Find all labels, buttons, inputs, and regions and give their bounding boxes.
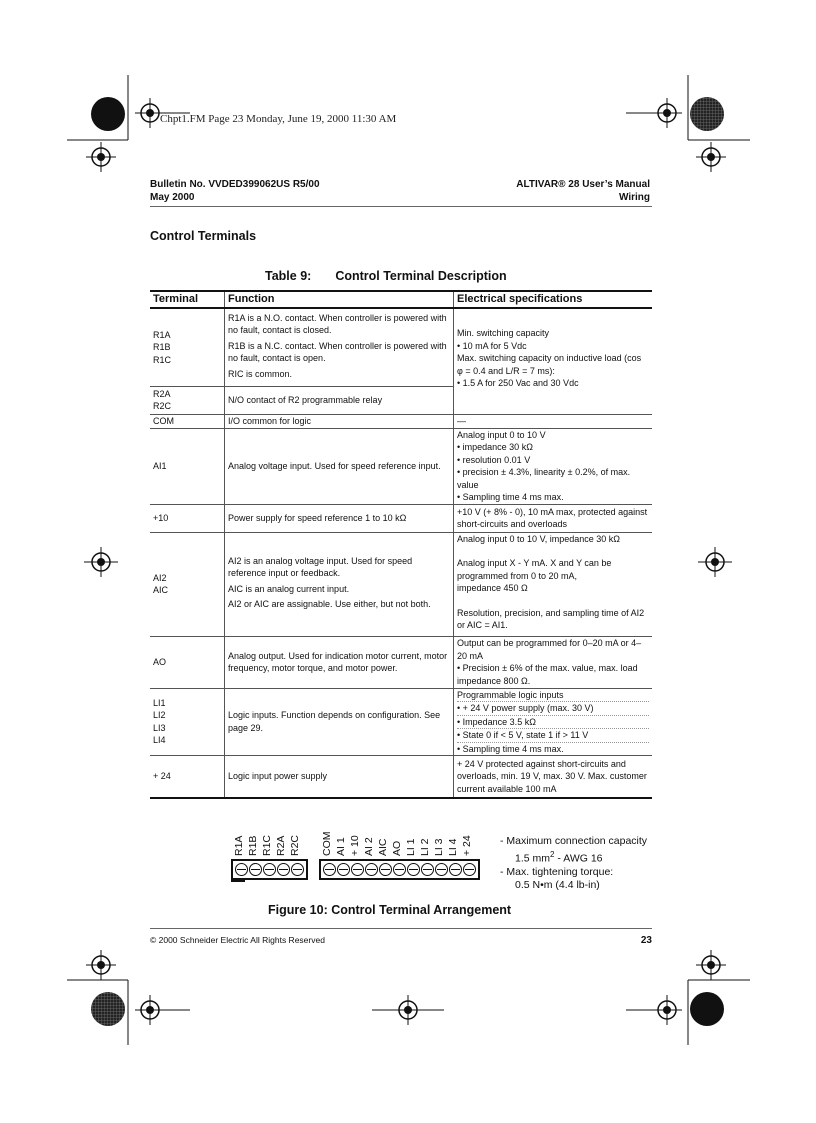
registration-target-icon (650, 993, 684, 1027)
spec-text: • 10 mA for 5 Vdc (457, 340, 527, 351)
spec-cell: +10 V (+ 8% - 0), 10 mA max, protected against short-circuits and overloads (454, 504, 653, 532)
relay-terminal-block (231, 859, 308, 880)
terminal-cell (150, 532, 225, 636)
spec-text: Output can be programmed for 0–20 mA or 4–20 mA (457, 638, 642, 661)
function-cell: Analog output. Used for indication motor current, motor frequency, motor torque, and motor power. (225, 636, 454, 688)
spec-text: • resolution 0.01 V (457, 454, 531, 465)
terminal-label: AIC (153, 585, 169, 595)
terminal-label: + 10 (349, 835, 361, 856)
spec-text: • State 0 if < 5 V, state 1 if > 11 V (457, 729, 649, 743)
spec-cell (454, 308, 653, 414)
figure-caption: Figure 10: Control Terminal Arrangement (268, 903, 512, 917)
spec-cell (454, 428, 653, 504)
spec-cell: — (454, 414, 653, 428)
function-cell (225, 308, 454, 386)
terminal-label: LI4 (153, 735, 166, 746)
function-text: RIC is common. (228, 368, 293, 379)
table-row (150, 756, 652, 798)
function-text: R1B is a N.C. contact. When controller is powered with no fault, contact is open. (228, 340, 447, 363)
terminal-label: R2C (153, 401, 172, 411)
terminal-label: R1C (261, 834, 273, 856)
relay-block-foot (231, 880, 245, 882)
table-caption (265, 269, 507, 283)
bulletin-number: Bulletin No. VVDED399062US R5/00 (150, 179, 320, 190)
terminal-label: COM (321, 831, 333, 856)
connection-notes (500, 835, 647, 892)
terminal-cell (150, 688, 225, 756)
spec-text: • + 24 V power supply (max. 30 V) (457, 702, 649, 716)
screw-terminal-icon (365, 863, 378, 876)
column-header-electrical: Electrical specifications (454, 291, 653, 308)
function-text: AI2 or AIC are assignable. Use either, but not both. (228, 599, 431, 609)
column-header-terminal: Terminal (150, 291, 225, 308)
running-header-right (480, 178, 650, 204)
spec-text: Analog input 0 to 10 V (457, 429, 546, 440)
spec-cell (454, 636, 653, 688)
note-text: - Maximum connection capacity (500, 835, 648, 847)
spec-text: • Sampling time 4 ms max. (457, 743, 564, 754)
spec-text: Max. switching capacity on inductive load (cos φ = 0.4 and L/R = 7 ms): (457, 353, 642, 376)
spec-text: • Sampling time 4 ms max. (457, 492, 564, 502)
registration-blob-br (690, 992, 724, 1026)
table-row (150, 414, 652, 428)
spec-text: • impedance 30 kΩ (457, 442, 533, 452)
function-cell: N/O contact of R2 programmable relay (225, 386, 454, 414)
copyright: © 2000 Schneider Electric All Rights Reserved (150, 935, 325, 945)
spec-cell (454, 688, 653, 756)
terminal-label: R1B (153, 342, 171, 352)
footer-rule (150, 928, 652, 929)
spec-text: • 1.5 A for 250 Vac and 30 Vdc (457, 378, 579, 388)
terminal-label: R2A (153, 388, 171, 399)
terminal-label: AI2 (153, 572, 167, 583)
terminal-cell: AI1 (150, 428, 225, 504)
control-terminal-table (150, 290, 652, 799)
function-cell (225, 532, 454, 636)
terminal-label: R1C (153, 354, 172, 365)
header-rule (150, 206, 652, 207)
function-text: R1A is a N.O. contact. When controller is powered with no fault, contact is closed. (228, 312, 447, 335)
spec-text: impedance 450 Ω (457, 583, 528, 593)
control-terminal-block (319, 859, 480, 880)
screw-terminal-icon (435, 863, 448, 876)
function-cell: Power supply for speed reference 1 to 10 kΩ (225, 504, 454, 532)
print-slug: Chpt1.FM Page 23 Monday, June 19, 2000 11:30 AM (160, 113, 397, 125)
terminal-label: AI 2 (363, 837, 375, 856)
terminal-label: R2A (275, 835, 287, 856)
screw-terminal-icon (249, 863, 262, 876)
function-cell: Logic input power supply (225, 756, 454, 798)
registration-target-icon (84, 948, 118, 982)
section-title: Control Terminals (150, 229, 257, 243)
terminal-label: AI 1 (335, 837, 347, 856)
note-text: - Max. tightening torque: (500, 865, 614, 878)
spec-text: Analog input 0 to 10 V, impedance 30 kΩ (457, 533, 621, 544)
function-cell: I/O common for logic (225, 414, 454, 428)
registration-target-icon (84, 140, 118, 174)
spec-text: Resolution, precision, and sampling time of AI2 or AIC = AI1. (457, 607, 645, 630)
publication-date: May 2000 (150, 192, 195, 203)
note-superscript: 2 (550, 850, 555, 859)
terminal-label: LI3 (153, 722, 166, 733)
table-row (150, 532, 652, 636)
note-text: - AWG 16 (554, 852, 603, 865)
terminal-label: LI 4 (447, 838, 459, 856)
function-cell: Logic inputs. Function depends on configuration. See page 29. (225, 688, 454, 756)
terminal-cell (150, 386, 225, 414)
terminal-label: AIC (377, 838, 389, 856)
manual-title: ALTIVAR® 28 User’s Manual (516, 179, 650, 190)
table-row (150, 428, 652, 504)
function-cell: Analog voltage input. Used for speed reference input. (225, 428, 454, 504)
screw-terminal-icon (263, 863, 276, 876)
terminal-label: R2C (289, 834, 301, 856)
spec-text: Programmable logic inputs (457, 689, 649, 703)
terminal-label: LI 3 (433, 838, 445, 856)
terminal-label: R1A (233, 835, 245, 856)
terminal-label: R1B (247, 835, 259, 856)
registration-blob-bl (91, 992, 125, 1026)
screw-terminal-icon (277, 863, 290, 876)
screw-terminal-icon (351, 863, 364, 876)
table-row (150, 504, 652, 532)
spec-cell: + 24 V protected against short-circuits and overloads, min. 19 V, max. 30 V. Max. customer current available 100 mA (454, 756, 653, 798)
chapter-title: Wiring (618, 192, 650, 203)
running-header-left (150, 178, 320, 204)
screw-terminal-icon (421, 863, 434, 876)
note-text: 0.5 N•m (4.4 lb-in) (515, 878, 600, 891)
registration-target-icon (650, 96, 684, 130)
registration-blob-tr (690, 97, 724, 131)
terminal-cell: + 24 (150, 756, 225, 798)
terminal-label: LI2 (153, 710, 166, 721)
terminal-cell: +10 (150, 504, 225, 532)
screw-terminal-icon (393, 863, 406, 876)
screw-terminal-icon (323, 863, 336, 876)
registration-target-icon (84, 545, 118, 579)
registration-target-icon (391, 993, 425, 1027)
terminal-label: LI 1 (405, 838, 417, 856)
column-header-function: Function (225, 291, 454, 308)
terminal-cell: COM (150, 414, 225, 428)
spec-text: • precision ± 4.3%, linearity ± 0.2%, of max. value (457, 467, 631, 490)
terminal-label: LI1 (153, 697, 166, 708)
screw-terminal-icon (379, 863, 392, 876)
spec-text: • Impedance 3.5 kΩ (457, 716, 649, 730)
page-number: 23 (640, 935, 652, 946)
function-text: AIC is an analog current input. (228, 583, 350, 594)
screw-terminal-icon (463, 863, 476, 876)
function-text: AI2 is an analog voltage input. Used for speed reference input or feedback. (228, 555, 413, 578)
terminal-cell (150, 308, 225, 386)
terminal-label: + 24 (461, 835, 473, 856)
table-row (150, 688, 652, 756)
screw-terminal-icon (449, 863, 462, 876)
table-title: Control Terminal Description (335, 269, 507, 283)
note-text: 1.5 mm (515, 852, 551, 865)
terminal-label: LI 2 (419, 838, 431, 856)
spec-cell (454, 532, 653, 636)
registration-target-icon (694, 140, 728, 174)
screw-terminal-icon (291, 863, 304, 876)
registration-target-icon (698, 545, 732, 579)
terminal-cell: AO (150, 636, 225, 688)
spec-text: • Precision ± 6% of the max. value, max. load impedance 800 Ω. (457, 663, 638, 686)
spec-text: Min. switching capacity (457, 328, 550, 338)
terminal-label: AO (391, 840, 403, 856)
registration-blob-tl (91, 97, 125, 131)
screw-terminal-icon (235, 863, 248, 876)
spec-text: Analog input X - Y mA. X and Y can be programmed from 0 to 20 mA, (457, 558, 612, 581)
table-row (150, 308, 652, 386)
registration-target-icon (133, 993, 167, 1027)
table-number: Table 9: (265, 269, 312, 283)
screw-terminal-icon (407, 863, 420, 876)
terminal-label: R1A (153, 329, 171, 340)
screw-terminal-icon (337, 863, 350, 876)
table-row (150, 636, 652, 688)
registration-target-icon (694, 948, 728, 982)
